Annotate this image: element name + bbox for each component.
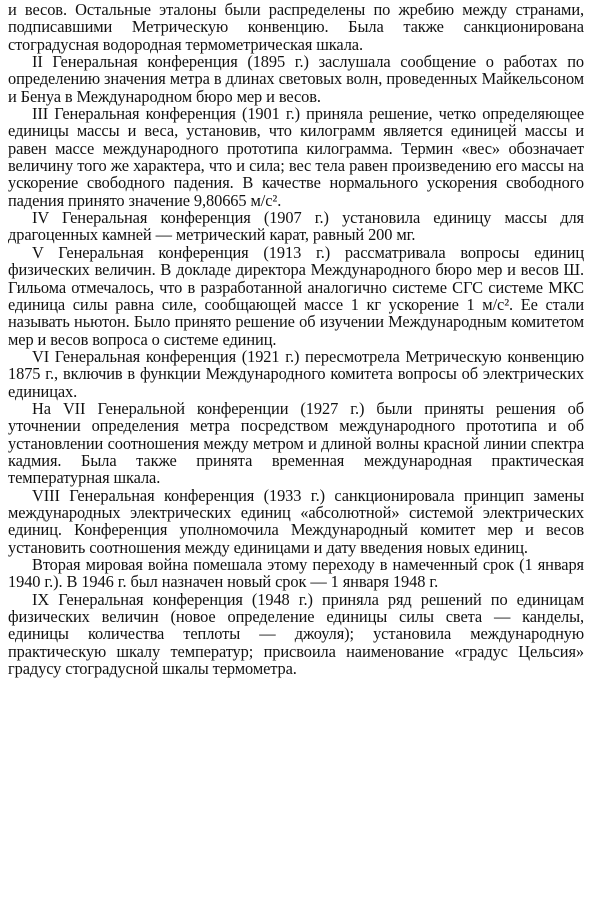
paragraph-conference-5: V Генеральная конференция (1913 г.) рассматривала вопросы единиц физических величин. В докладе директора Международного бюро мер и весов Ш. Гильома отмечалось, что в разработанной аналогично системе СГС системе МКС единица силы равна силе, сообщающей массе 1 кг ускорение 1 м/с². Ее стали называть ньютон. Было принято решение об изучении Международным комитетом мер и весов вопроса о системе единиц. [8,242,584,349]
paragraph-intro-continuation: и весов. Остальные эталоны были распределены по жребию между странами, подписавшими Метрическую конвенцию. Была также санкционирована стоградусная водородная термометрическая шкала. [8,0,584,54]
paragraph-conference-2: II Генеральная конференция (1895 г.) заслушала сообщение о работах по определению значения метра в длинах световых волн, проведенных Майкельсоном и Бенуа в Международном бюро мер и весов. [8,52,584,106]
paragraph-conference-3: III Генеральная конференция (1901 г.) приняла решение, четко определяющее единицы массы и веса, установив, что килограмм является единицей массы и равен массе международного прототипа килограмма. Термин «вес» обозначает величину того же характера, что и сила; вес тела равен произведению его массы на ускорение свободного падения. В качестве нормального ускорения свободного падения принято значение 9,80665 м/с². [8,104,584,210]
paragraph-conference-7: На VII Генеральной конференции (1927 г.) были приняты решения об уточнении определения метра посредством международного прототипа и об установлении соотношения между метром и длиной волны красной линии спектра кадмия. Была также принята временная международная практическая температурная шкала. [8,398,584,488]
paragraph-conference-9: IX Генеральная конференция (1948 г.) приняла ряд решений по единицам физических величин (новое определение единицы силы света — канделы, единицы количества теплоты — джоуля); установила международную практическую шкалу температур; присвоила наименование «градус Цельсия» градусу стоградусной шкалы термометра. [8,589,584,679]
paragraph-conference-4: IV Генеральная конференция (1907 г.) установила единицу массы для драгоценных камней — метрический карат, равный 200 мг. [8,208,584,245]
document-page [8,1,584,677]
paragraph-conference-8: VIII Генеральная конференция (1933 г.) санкционировала принцип замены международных электрических единиц «абсолютной» системой электрических единиц. Конференция уполномочила Международный комитет мер и весов установить соотношения между единицами и дату введения новых единиц. [8,485,584,557]
paragraph-conference-6: VI Генеральная конференция (1921 г.) пересмотрела Метрическую конвенцию 1875 г., включив в функции Международного комитета вопросы об электрических единицах. [8,346,584,401]
paragraph-war-delay: Вторая мировая война помешала этому переходу в намеченный срок (1 января 1940 г.). В 1946 г. был назначен новый срок — 1 января 1948 г. [8,555,584,592]
